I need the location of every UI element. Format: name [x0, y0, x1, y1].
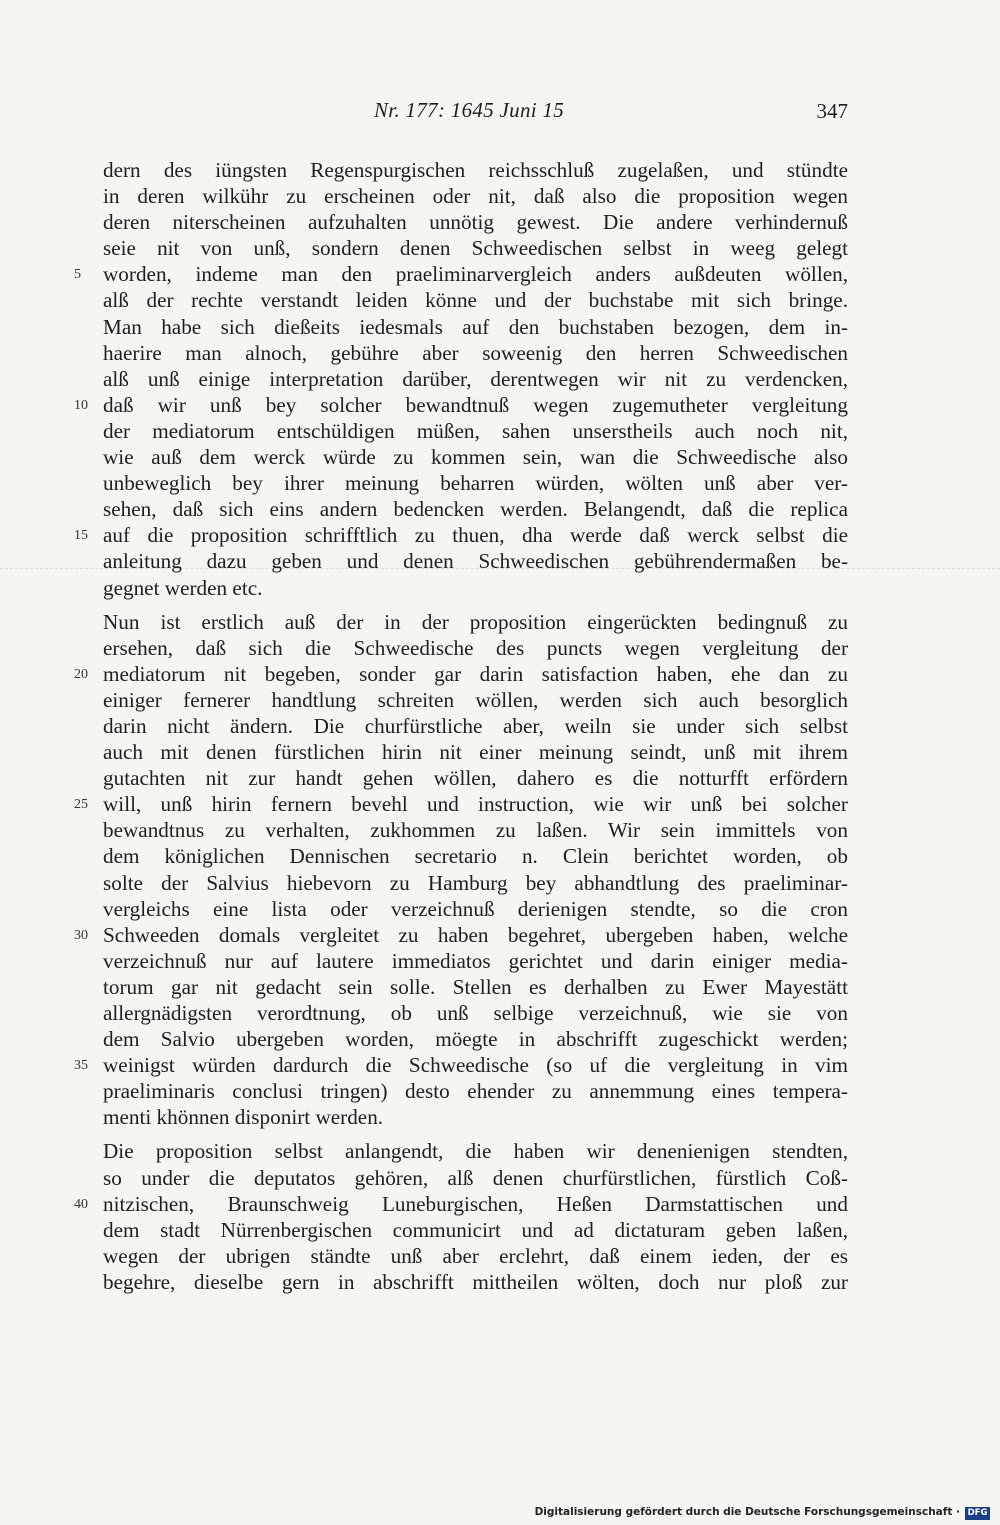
line-text: menti khönnen disponirt werden.	[103, 1105, 384, 1130]
text-line	[103, 418, 848, 444]
text-line	[103, 817, 848, 843]
line-text: anleitung dazu geben und denen Schweedischen gebührendermaßen be-	[103, 549, 848, 574]
line-text: gegnet werden etc.	[103, 575, 263, 600]
dfg-logo: DFG	[965, 1507, 990, 1520]
text-line	[103, 1217, 848, 1243]
line-text: ersehen, daß sich die Schweedische des puncts wegen vergleitung der	[103, 635, 848, 660]
line-text: gutachten nit zur handt gehen wöllen, dahero es die notturfft erfördern	[103, 766, 848, 791]
line-text: Man habe sich dießeits iedesmals auf den buchstaben bezogen, dem in-	[103, 314, 848, 339]
line-text: begehre, dieselbe gern in abschrifft mittheilen wölten, doch nur ploß zur	[103, 1269, 848, 1294]
text-line	[103, 314, 848, 340]
line-text: daß wir unß bey solcher bewandtnuß wegen zugemutheter vergleitung	[103, 392, 848, 417]
text-line	[103, 287, 848, 313]
text-line	[103, 739, 848, 765]
line-text: weinigst würden dardurch die Schweedische (so uf die vergleitung in vim	[103, 1053, 848, 1078]
text-line	[103, 1104, 848, 1130]
text-line	[74, 922, 848, 948]
text-line	[103, 575, 848, 601]
line-text: alß unß einige interpretation darüber, derentwegen wir nit zu verdencken,	[103, 366, 848, 391]
line-number: 25	[74, 797, 88, 813]
line-number: 35	[74, 1058, 88, 1074]
text-line	[103, 870, 848, 896]
text-line	[103, 183, 848, 209]
text-line	[74, 661, 848, 687]
text-line	[74, 791, 848, 817]
line-number: 20	[74, 666, 88, 682]
line-text: allergnädigsten verordtnung, ob unß selbige verzeichnuß, wie sie von	[103, 1001, 848, 1025]
text-line	[103, 843, 848, 869]
text-line	[103, 470, 848, 496]
page-number: 347	[816, 99, 848, 123]
line-text: mediatorum nit begeben, sonder gar darin satisfaction haben, ehe dan zu	[103, 661, 848, 686]
text-line	[103, 366, 848, 392]
line-text: der mediatorum entschüldigen müßen, sahen unserstheils auch noch nit,	[103, 418, 848, 443]
line-number: 10	[74, 397, 88, 413]
line-text: will, unß hirin fernern bevehl und instruction, wie wir unß bei solcher	[103, 792, 848, 817]
text-line	[103, 1078, 848, 1104]
text-line	[103, 1165, 848, 1191]
line-text: einiger fernerer handtlung schreiten wöllen, werden sich auch besorglich	[103, 687, 848, 712]
text-line	[103, 1000, 848, 1026]
text-line	[103, 687, 848, 713]
line-text: dern des iüngsten Regenspurgischen reichsschluß zugelaßen, und stündte	[103, 158, 848, 182]
line-text: solte der Salvius hiebevorn zu Hamburg bey abhandtlung des praeliminar-	[103, 870, 848, 895]
line-text: wegen der ubrigen ständte unß aber erclehrt, daß einem ieden, der es	[103, 1243, 848, 1268]
line-text: Schweeden domals vergleitet zu haben begehret, ubergeben haben, welche	[103, 922, 848, 947]
line-text: Nun ist erstlich auß der in der proposition eingerückten bedingnuß zu	[103, 609, 848, 634]
text-line	[103, 948, 848, 974]
line-text: torum gar nit gedacht sein solle. Stellen es derhalben zu Ewer Mayestätt	[103, 974, 848, 999]
text-line	[103, 209, 848, 235]
footer-credit: Digitalisierung gefördert durch die Deutsche Forschungsgemeinschaft ·	[534, 1506, 960, 1518]
text-line	[103, 1269, 848, 1295]
text-line	[103, 765, 848, 791]
line-text: worden, indeme man den praeliminarvergleich anders außdeuten wöllen,	[103, 262, 848, 287]
text-line	[103, 635, 848, 661]
text-line	[103, 235, 848, 261]
text-line	[103, 713, 848, 739]
text-line	[103, 974, 848, 1000]
line-text: so under die deputatos gehören, alß denen churfürstlichen, fürstlich Coß-	[103, 1165, 848, 1190]
line-text: alß der rechte verstandt leiden könne und der buchstabe mit sich bringe.	[103, 288, 848, 313]
text-line	[103, 340, 848, 366]
line-text: auf die proposition schrifftlich zu thuen, dha werde daß werck selbst die	[103, 523, 848, 548]
line-text: darin nicht ändern. Die churfürstliche aber, weiln sie under sich selbst	[103, 713, 848, 738]
line-text: praeliminaris conclusi tringen) desto ehender zu annemmung eines tempera-	[103, 1079, 848, 1104]
line-text: dem Salvio ubergeben worden, möegte in abschrifft zugeschickt werden;	[103, 1027, 848, 1052]
text-line	[74, 1191, 848, 1217]
text-line	[103, 548, 848, 574]
line-text: verzeichnuß nur auf lautere immediatos gerichtet und darin einiger media-	[103, 948, 848, 973]
text-line	[103, 1243, 848, 1269]
text-line	[74, 522, 848, 548]
text-line	[74, 1052, 848, 1078]
body-text	[74, 157, 848, 1295]
line-text: nitzischen, Braunschweig Luneburgischen, Heßen Darmstattischen und	[103, 1191, 848, 1216]
line-text: vergleichs eine lista oder verzeichnuß derienigen stendte, so die cron	[103, 896, 848, 921]
line-number: 30	[74, 927, 88, 943]
line-text: Die proposition selbst anlangendt, die haben wir denenienigen stendten,	[103, 1139, 848, 1164]
text-line	[103, 444, 848, 470]
line-text: sehen, daß sich eins andern bedencken werden. Belangendt, daß die replica	[103, 497, 848, 522]
text-line	[103, 609, 848, 635]
line-number: 15	[74, 528, 88, 544]
text-line	[74, 392, 848, 418]
line-text: dem königlichen Dennischen secretario n. Clein berichtet worden, ob	[103, 844, 848, 869]
line-text: haerire man alnoch, gebühre aber soweenig den herren Schweedischen	[103, 340, 848, 365]
line-number: 40	[74, 1196, 88, 1212]
line-text: bewandtnus zu verhalten, zukhommen zu laßen. Wir sein immittels von	[103, 818, 848, 843]
text-line	[103, 496, 848, 522]
line-text: in deren wilkühr zu erscheinen oder nit, daß also die proposition wegen	[103, 184, 848, 209]
line-text: wie auß dem werck würde zu kommen sein, wan die Schweedische also	[103, 445, 848, 470]
text-line	[74, 261, 848, 287]
line-text: dem stadt Nürrenbergischen communicirt und ad dictaturam geben laßen,	[103, 1217, 848, 1242]
line-number: 5	[74, 267, 81, 283]
text-line	[103, 896, 848, 922]
line-text: deren niterscheinen aufzuhalten unnötig gewest. Die andere verhindernuß	[103, 210, 848, 235]
line-text: auch mit denen fürstlichen hirin nit einer meinung seindt, unß mit ihrem	[103, 740, 848, 765]
text-line	[103, 1138, 848, 1164]
text-line	[103, 157, 848, 183]
line-text: seie nit von unß, sondern denen Schweedischen selbst in weeg gelegt	[103, 236, 848, 261]
running-head: Nr. 177: 1645 Juni 15	[374, 98, 565, 122]
line-text: unbeweglich bey ihrer meinung beharren würden, wölten unß aber ver-	[103, 471, 848, 496]
text-line	[103, 1026, 848, 1052]
